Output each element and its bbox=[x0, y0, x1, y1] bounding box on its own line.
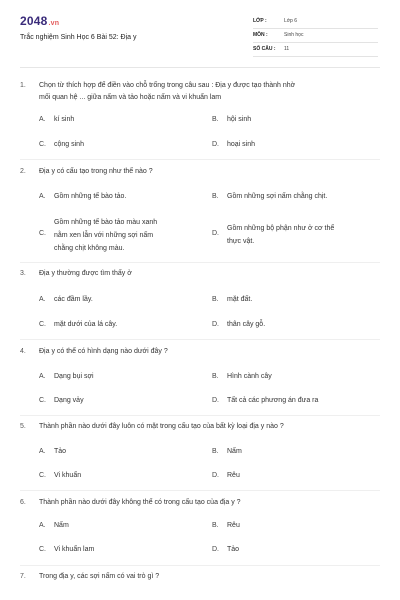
option-letter: C. bbox=[39, 230, 46, 237]
option-text: Vi khuẩn lam bbox=[54, 546, 95, 553]
option-text bbox=[54, 216, 157, 255]
question-divider bbox=[20, 159, 380, 160]
option-letter: B. bbox=[212, 448, 219, 455]
option-text: Tất cả các phương án đưa ra bbox=[227, 397, 319, 404]
question-divider bbox=[20, 565, 380, 566]
question-text-line: Chọn từ thích hợp để điền vào chỗ trống trong câu sau : Địa y được tạo thành nhờ bbox=[39, 82, 296, 89]
option-letter: A. bbox=[39, 296, 46, 303]
question-text bbox=[39, 80, 379, 104]
option-letter: B. bbox=[212, 296, 219, 303]
question-text: Thành phần nào dưới đây luôn có mặt trong cấu tạo của bất kỳ loại địa y nào ? bbox=[39, 423, 284, 430]
option-letter: A. bbox=[39, 116, 46, 123]
question-divider bbox=[20, 490, 380, 491]
option-letter: B. bbox=[212, 522, 219, 529]
page-title: Trắc nghiệm Sinh Học 6 Bài 52: Địa y bbox=[20, 34, 137, 41]
question-text: Địa y có thể có hình dạng nào dưới đây ? bbox=[39, 348, 168, 355]
question-text: Thành phần nào dưới đây không thể có trong cấu tạo của địa y ? bbox=[39, 499, 241, 506]
meta-row-subject bbox=[253, 28, 378, 43]
option-text: Rêu bbox=[227, 472, 240, 479]
meta-key: MÔN : bbox=[253, 32, 268, 38]
question-text-line: mối quan hệ ... giữa nấm và tảo hoặc nấm và vi khuẩn lam bbox=[39, 94, 222, 101]
option-text: các đầm lầy. bbox=[54, 296, 93, 303]
option-text: Nấm bbox=[227, 448, 242, 455]
meta-key: LỚP : bbox=[253, 18, 267, 24]
option-letter: A. bbox=[39, 448, 46, 455]
option-text: Hình cành cây bbox=[227, 373, 272, 380]
option-letter: A. bbox=[39, 373, 46, 380]
option-text: Gồm những sợi nấm chằng chịt. bbox=[227, 193, 328, 200]
option-text-line: Gồm những tế bào tảo màu xanh bbox=[54, 219, 158, 226]
option-text-line: Gồm những bộ phận như ở cơ thể bbox=[227, 225, 335, 232]
option-text: Dạng bụi sợi bbox=[54, 373, 94, 380]
option-text: cộng sinh bbox=[54, 141, 84, 148]
site-logo[interactable] bbox=[20, 14, 59, 28]
question-number: 7. bbox=[20, 573, 26, 580]
option-letter: B. bbox=[212, 193, 219, 200]
question-text: Địa y có cấu tạo trong như thế nào ? bbox=[39, 168, 153, 175]
question-number: 6. bbox=[20, 499, 26, 506]
question-number: 3. bbox=[20, 270, 26, 277]
option-letter: C. bbox=[39, 472, 46, 479]
option-text-line: chằng chịt không màu. bbox=[54, 245, 125, 252]
meta-row-count bbox=[253, 42, 378, 57]
option-letter: B. bbox=[212, 116, 219, 123]
option-text: kí sinh bbox=[54, 116, 75, 123]
option-text: hoại sinh bbox=[227, 141, 256, 148]
option-text-line: thực vật. bbox=[227, 238, 255, 245]
option-letter: D. bbox=[212, 546, 219, 553]
question-number: 5. bbox=[20, 423, 26, 430]
meta-value: Lớp 6 bbox=[284, 18, 298, 24]
option-text: Vi khuẩn bbox=[54, 472, 82, 479]
meta-value: 11 bbox=[284, 46, 290, 52]
option-text: mặt đất. bbox=[227, 296, 253, 303]
question-number: 2. bbox=[20, 168, 26, 175]
option-letter: C. bbox=[39, 546, 46, 553]
page-header bbox=[0, 0, 400, 66]
option-letter: D. bbox=[212, 230, 219, 237]
option-text: Rêu bbox=[227, 522, 240, 529]
option-text: Tảo bbox=[54, 448, 67, 455]
question-number: 1. bbox=[20, 82, 26, 89]
option-letter: B. bbox=[212, 373, 219, 380]
meta-value: Sinh học bbox=[284, 32, 304, 38]
option-letter: D. bbox=[212, 321, 219, 328]
header-divider bbox=[20, 67, 380, 68]
option-text: hội sinh bbox=[227, 116, 252, 123]
option-letter: C. bbox=[39, 141, 46, 148]
option-text: mặt dưới của lá cây. bbox=[54, 321, 118, 328]
meta-key: SỐ CÂU : bbox=[253, 46, 276, 52]
option-text: thân cây gỗ. bbox=[227, 321, 266, 328]
logo-suffix: .vn bbox=[48, 20, 60, 27]
option-text: Tảo bbox=[227, 546, 240, 553]
option-letter: D. bbox=[212, 397, 219, 404]
option-letter: D. bbox=[212, 141, 219, 148]
option-text bbox=[227, 222, 334, 248]
meta-row-class bbox=[253, 14, 378, 29]
question-number: 4. bbox=[20, 348, 26, 355]
question-divider bbox=[20, 415, 380, 416]
question-divider bbox=[20, 339, 380, 340]
question-text: Trong địa y, các sợi nấm có vai trò gì ? bbox=[39, 573, 160, 580]
question-text: Địa y thường được tìm thấy ở bbox=[39, 270, 132, 277]
option-letter: C. bbox=[39, 321, 46, 328]
option-text: Dạng vảy bbox=[54, 397, 84, 404]
question-divider bbox=[20, 262, 380, 263]
option-text: Nấm bbox=[54, 522, 69, 529]
option-text: Gồm những tế bào tảo. bbox=[54, 193, 127, 200]
option-letter: D. bbox=[212, 472, 219, 479]
option-letter: A. bbox=[39, 522, 46, 529]
option-letter: A. bbox=[39, 193, 46, 200]
logo-number: 2048 bbox=[20, 14, 48, 28]
option-text-line: nằm xen lẫn với những sợi nấm bbox=[54, 232, 154, 239]
option-letter: C. bbox=[39, 397, 46, 404]
